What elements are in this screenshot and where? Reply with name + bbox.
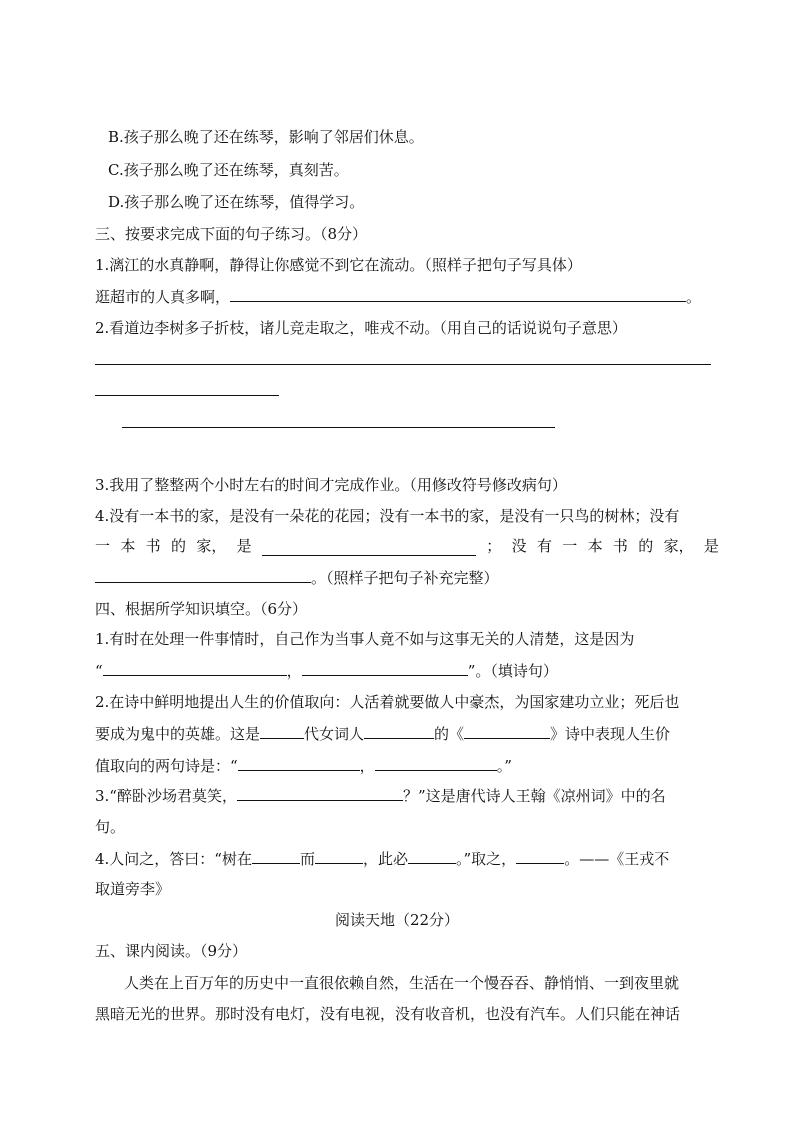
text: 3.“醉卧沙场君莫笑， [95,787,237,805]
q4-char: 没 [511,537,527,555]
s4-q2-blank-dynasty[interactable] [260,723,304,739]
q4-char: 本 [120,537,136,555]
text: ，此必 [363,850,409,868]
s3-q4-line2 [95,536,719,556]
s3-q3-prompt: 3.我用了整整两个小时左右的时间才完成作业。（用修改符号修改病句） [95,476,567,494]
s4-q2-blank-poet[interactable] [364,723,434,739]
s3-q1-end: 。 [686,288,702,306]
s3-q4-blank-1[interactable] [262,540,476,556]
q4-char: 家， [663,537,694,555]
q4-char: 书 [145,537,161,555]
s4-q2-blank-line2[interactable] [375,755,497,771]
s4-q1-blank-2[interactable] [302,660,468,676]
s4-q4-line1 [95,848,669,869]
q4-char: 的 [170,537,186,555]
passage-line-1: 人类在上百万年的历史中一直很依赖自然，生活在一个慢吞吞、静悄悄、一到夜里就 [124,974,680,992]
comma: ， [286,662,302,680]
s3-q4-line3 [95,567,499,588]
s4-q2-line1: 2.在诗中鲜明地提出人生的价值取向：人活着就要做人中豪杰，为国家建功立业；死后也 [95,693,680,711]
s4-q3-line1 [95,785,666,806]
s4-q2-blank-line1[interactable] [238,755,360,771]
option-d: D.孩子那么晚了还在练琴，值得学习。 [108,193,365,211]
s4-q1-blank-1[interactable] [103,660,287,676]
q4-char: ； [486,537,502,555]
section4-heading: 四、根据所学知识填空。（6分） [95,600,308,618]
section3-heading: 三、按要求完成下面的句子练习。（8分） [95,225,368,243]
s4-q1-line1: 1.有时在处理一件事情时，自己作为当事人竟不如与这事无关的人清楚，这是因为 [95,630,635,648]
comma: ， [359,757,375,775]
q4-char: 的 [638,537,654,555]
q4-char: 家， [196,537,227,555]
reading-section-title: 阅读天地（22分） [334,911,460,929]
s4-q3-blank[interactable] [237,785,403,801]
text: 。” [496,757,512,775]
text: 代女词人 [304,725,365,743]
s4-q2-line3 [95,755,512,776]
text: 。——《王戎不 [564,850,670,868]
q4-char: 有 [536,537,552,555]
s4-q4-blank-3[interactable] [408,848,456,864]
text: 4.人问之，答曰：“树在 [95,850,252,868]
s3-q1-answer-line [95,286,701,307]
section5-heading: 五、课内阅读。（9分） [95,942,248,960]
s3-q2-answer-line-1[interactable] [95,364,711,365]
option-b: B.孩子那么晚了还在练琴，影响了邻居们休息。 [108,128,424,146]
q4-char: 本 [587,537,603,555]
text: 》诗中表现人生价 [550,725,671,743]
s3-q1-blank[interactable] [230,286,686,302]
s3-q4-line1: 4.没有一本书的家，是没有一朵花的花园；没有一本书的家，是没有一只鸟的树林；没有 [95,507,680,525]
text: 的《 [434,725,465,743]
text: 要成为鬼中的英雄。这是 [95,725,261,743]
s4-q3-line2: 句。 [95,818,126,836]
s4-q4-blank-2[interactable] [315,848,363,864]
s3-q1-prompt: 1.漓江的水真静啊，静得让你感觉不到它在流动。（照样子把句子写具体） [95,256,582,274]
s4-q2-line2 [95,723,670,744]
text: 。”取之， [456,850,517,868]
text: 而 [299,850,315,868]
q4-char: 是 [703,537,719,555]
s4-q4-blank-4[interactable] [516,848,564,864]
s4-q4-blank-1[interactable] [252,848,300,864]
s3-q2-answer-line-2[interactable] [95,395,279,396]
passage-line-2: 黑暗无光的世界。那时没有电灯，没有电视，没有收音机，也没有汽车。人们只能在神话 [95,1005,681,1023]
s4-q2-blank-poem[interactable] [464,723,550,739]
close-quote-note: ”。（填诗句） [467,662,558,680]
text: ？”这是唐代诗人王翰《凉州词》中的名 [402,787,666,805]
s4-q4-line2: 取道旁李》 [95,880,171,898]
open-quote: “ [95,662,103,680]
q4-char: 一 [562,537,578,555]
q4-char: 是 [236,537,252,555]
q4-char: 书 [612,537,628,555]
s3-q2-prompt: 2.看道边李树多子折枝，诸儿竞走取之，唯戎不动。（用自己的话说说句子意思） [95,319,627,337]
s3-q4-end: 。（照样子把句子补充完整） [311,569,499,587]
s3-q1-start: 逛超市的人真多啊， [95,288,231,306]
option-c: C.孩子那么晚了还在练琴，真刻苦。 [108,161,349,179]
s4-q1-line2 [95,660,558,681]
s3-q2-answer-line-3[interactable] [122,427,555,428]
text: 值取向的两句诗是：“ [95,757,238,775]
q4-char: 一 [95,537,111,555]
s3-q4-blank-2[interactable] [95,567,311,583]
